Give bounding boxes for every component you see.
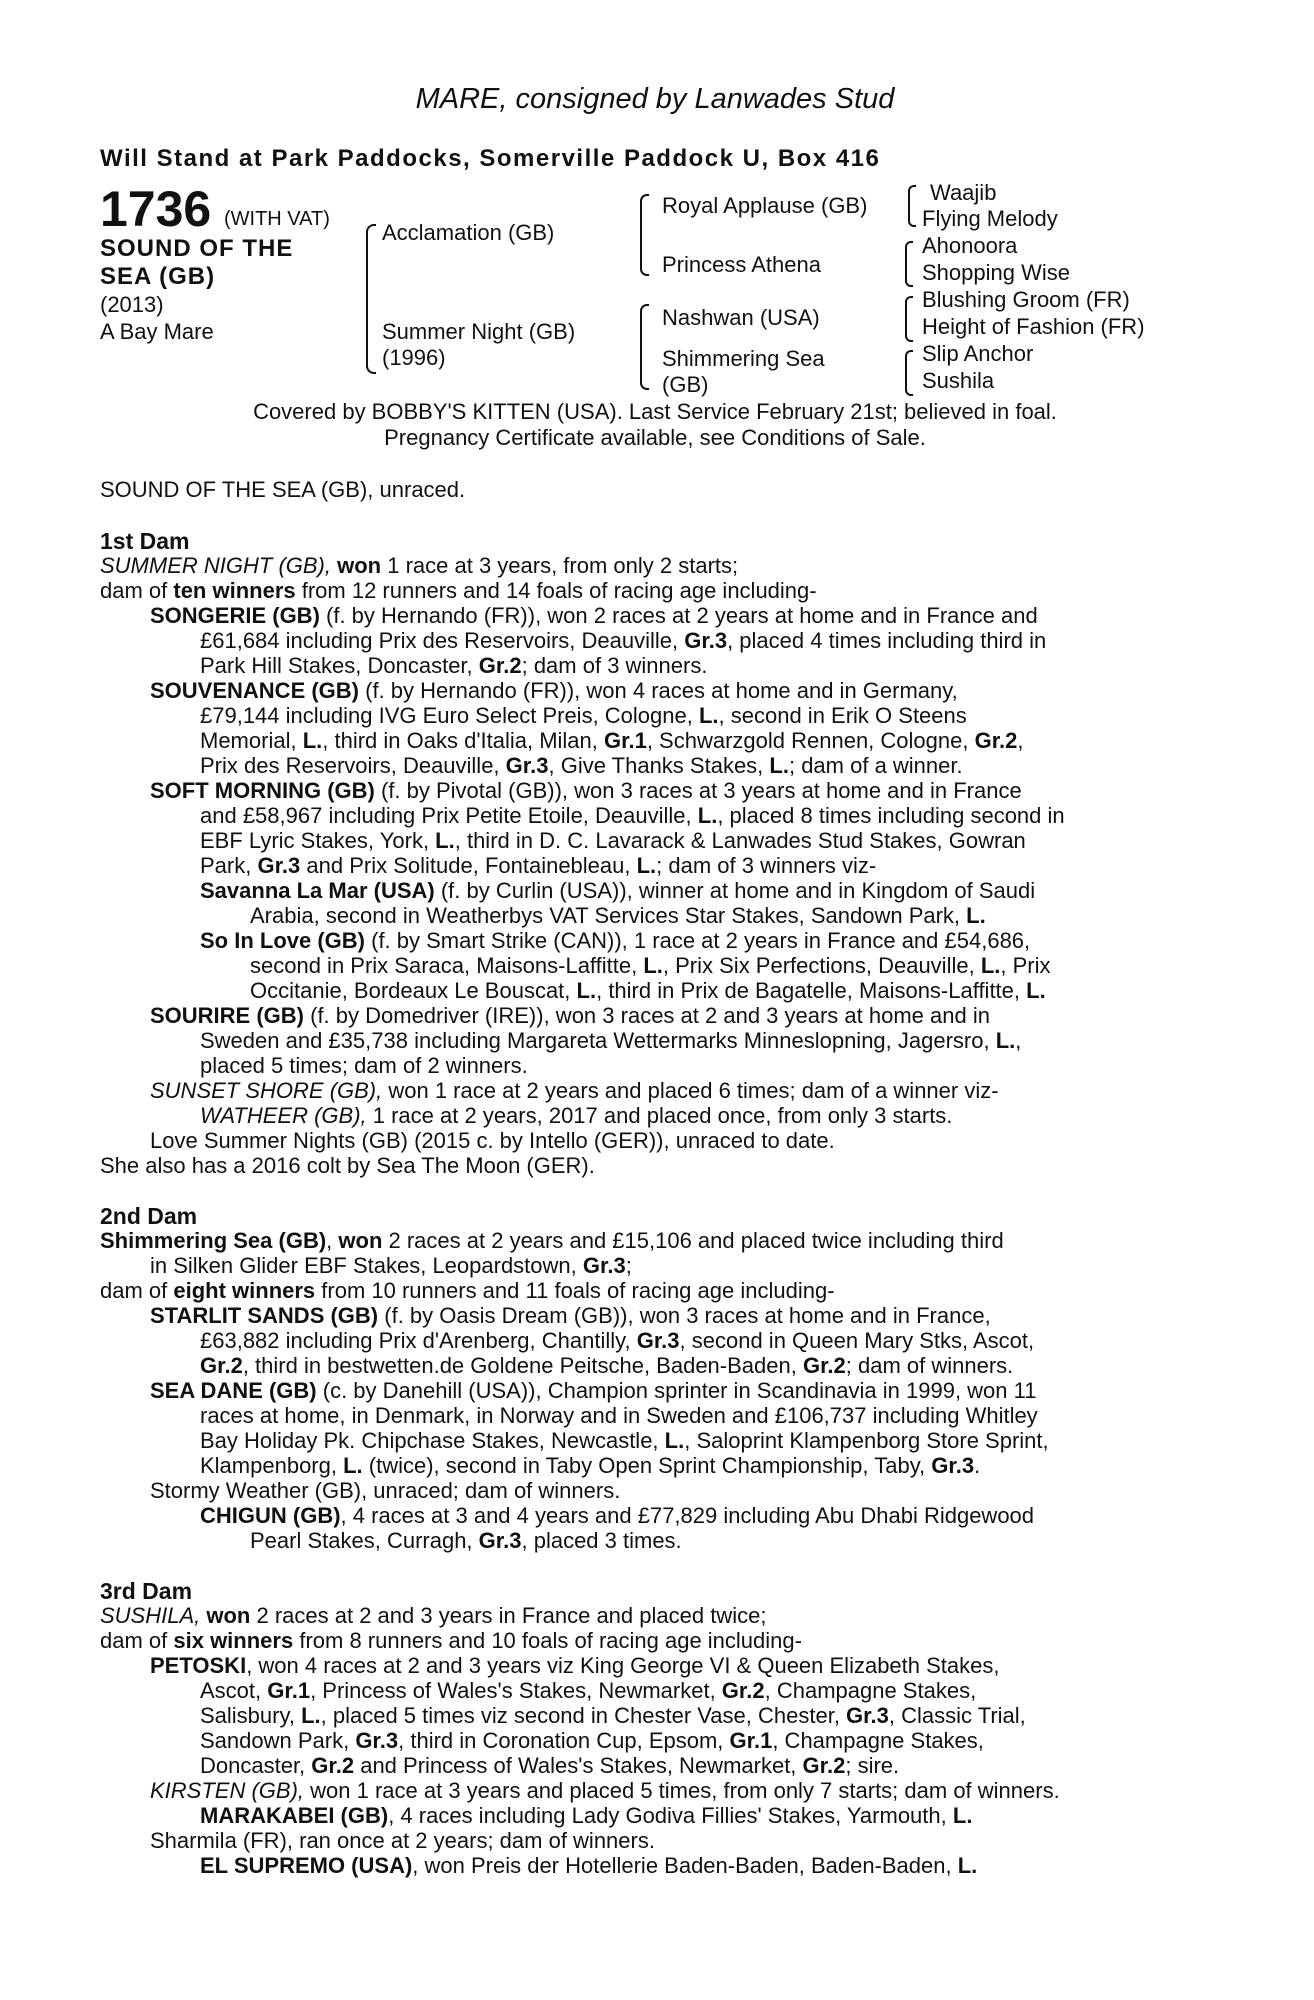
dam1-line: SOFT MORNING (GB) (f. by Pivotal (GB)), won 3 races at 3 years at home and in France (150, 778, 1022, 803)
first-dam-heading: 1st Dam (100, 528, 190, 554)
dam3-line: Ascot, Gr.1, Princess of Wales's Stakes, Newmarket, Gr.2, Champagne Stakes, (200, 1678, 977, 1703)
pedigree-dam-dam: Shimmering Sea (662, 346, 825, 371)
dam3-line: Sharmila (FR), ran once at 2 years; dam of winners. (150, 1828, 655, 1853)
dam1-line: £79,144 including IVG Euro Select Preis, Cologne, L., second in Erik O Steens (200, 703, 967, 728)
dam1-line: SUNSET SHORE (GB), won 1 race at 2 years and placed 6 times; dam of a winner viz- (150, 1078, 999, 1103)
pedigree-brace-dam (640, 304, 649, 390)
dam2-line: SEA DANE (GB) (c. by Danehill (USA)), Champion sprinter in Scandinavia in 1999, won 11 (150, 1378, 1037, 1403)
pedigree-brace-sire (640, 194, 649, 276)
pedigree-dam-dam-suffix: (GB) (662, 372, 709, 397)
third-dam-heading: 3rd Dam (100, 1578, 193, 1604)
pedigree-dam-year: (1996) (382, 345, 446, 370)
dam1-line: Occitanie, Bordeaux Le Bouscat, L., third in Prix de Bagatelle, Maisons-Laffitte, L. (250, 978, 1046, 1003)
dam2-line: in Silken Glider EBF Stakes, Leopardstown, Gr.3; (150, 1253, 632, 1278)
dam1-line: placed 5 times; dam of 2 winners. (200, 1053, 528, 1078)
pedigree-g3-3: Ahonoora (922, 233, 1018, 258)
pedigree-brace-main (366, 224, 376, 374)
dam2-line: Stormy Weather (GB), unraced; dam of winners. (150, 1478, 621, 1503)
dam3-line: dam of six winners from 8 runners and 10 foals of racing age including- (100, 1628, 802, 1653)
dam1-line: dam of ten winners from 12 runners and 14 foals of racing age including- (100, 578, 817, 603)
pregnancy-note: Pregnancy Certificate available, see Conditions of Sale. (384, 425, 926, 450)
dam2-line: dam of eight winners from 10 runners and 11 foals of racing age including- (100, 1278, 835, 1303)
second-dam-heading: 2nd Dam (100, 1203, 198, 1229)
dam1-line: Arabia, second in Weatherbys VAT Services Star Stakes, Sandown Park, L. (250, 903, 986, 928)
dam1-line: Sweden and £35,738 including Margareta Wettermarks Minneslopning, Jagersro, L., (200, 1028, 1022, 1053)
pedigree-dam-sire: Nashwan (USA) (662, 305, 820, 330)
dam1-line: She also has a 2016 colt by Sea The Moon (GER). (100, 1153, 595, 1178)
dam1-line: Park, Gr.3 and Prix Solitude, Fontainebleau, L.; dam of 3 winners viz- (200, 853, 877, 878)
dam1-line: SOURIRE (GB) (f. by Domedriver (IRE)), won 3 races at 2 and 3 years at home and in (150, 1003, 990, 1028)
pedigree-brace-sd (905, 241, 913, 287)
dam1-line: WATHEER (GB), 1 race at 2 years, 2017 and placed once, from only 3 starts. (200, 1103, 953, 1128)
dam1-line: Love Summer Nights (GB) (2015 c. by Intello (GER)), unraced to date. (150, 1128, 835, 1153)
pedigree-g3-2: Flying Melody (922, 206, 1058, 231)
dam2-line: £63,882 including Prix d'Arenberg, Chantilly, Gr.3, second in Queen Mary Stks, Ascot, (200, 1328, 1035, 1353)
dam1-line: £61,684 including Prix des Reservoirs, Deauville, Gr.3, placed 4 times including third in (200, 628, 1047, 653)
pedigree-g3-1: Waajib (930, 180, 997, 205)
pedigree-brace-ds (905, 296, 913, 342)
dam1-line: EBF Lyric Stakes, York, L., third in D. C. Lavarack & Lanwades Stud Stakes, Gowran (200, 828, 1026, 853)
dam1-line: Savanna La Mar (USA) (f. by Curlin (USA)), winner at home and in Kingdom of Saudi (200, 878, 1036, 903)
dam1-line: So In Love (GB) (f. by Smart Strike (CAN)), 1 race at 2 years in France and £54,686, (200, 928, 1031, 953)
pedigree-g3-7: Slip Anchor (922, 341, 1034, 366)
dam2-line: CHIGUN (GB), 4 races at 3 and 4 years and £77,829 including Abu Dhabi Ridgewood (200, 1503, 1035, 1528)
dam1-line: Park Hill Stakes, Doncaster, Gr.2; dam of 3 winners. (200, 653, 708, 678)
pedigree-dam: Summer Night (GB) (382, 319, 576, 344)
intro-text: SOUND OF THE SEA (GB), unraced. (100, 477, 466, 502)
dam3-line: Sandown Park, Gr.3, third in Coronation Cup, Epsom, Gr.1, Champagne Stakes, (200, 1728, 984, 1753)
dam1-line: second in Prix Saraca, Maisons-Laffitte, L., Prix Six Perfections, Deauville, L., Prix (250, 953, 1051, 978)
dam3-line: Doncaster, Gr.2 and Princess of Wales's Stakes, Newmarket, Gr.2; sire. (200, 1753, 900, 1778)
dam2-line: Pearl Stakes, Curragh, Gr.3, placed 3 times. (250, 1528, 682, 1553)
dam3-line: Salisbury, L., placed 5 times viz second in Chester Vase, Chester, Gr.3, Classic Trial, (200, 1703, 1026, 1728)
dam1-line: Prix des Reservoirs, Deauville, Gr.3, Give Thanks Stakes, L.; dam of a winner. (200, 753, 963, 778)
dam3-line: KIRSTEN (GB), won 1 race at 3 years and placed 5 times, from only 7 starts; dam of winners. (150, 1778, 1060, 1803)
page-title: MARE, consigned by Lanwades Stud (415, 83, 895, 115)
dam3-line: EL SUPREMO (USA), won Preis der Hotellerie Baden-Baden, Baden-Baden, L. (200, 1853, 978, 1878)
pedigree-g3-6: Height of Fashion (FR) (922, 314, 1145, 339)
dam2-line: Gr.2, third in bestwetten.de Goldene Peitsche, Baden-Baden, Gr.2; dam of winners. (200, 1353, 1014, 1378)
dam2-line: Klampenborg, L. (twice), second in Taby Open Sprint Championship, Taby, Gr.3. (200, 1453, 981, 1478)
horse-description: A Bay Mare (100, 319, 214, 344)
dam2-line: STARLIT SANDS (GB) (f. by Oasis Dream (GB)), won 3 races at home and in France, (150, 1303, 991, 1328)
covered-note: Covered by BOBBY'S KITTEN (USA). Last Service February 21st; believed in foal. (253, 399, 1057, 424)
dam2-line: Bay Holiday Pk. Chipchase Stakes, Newcastle, L., Saloprint Klampenborg Store Sprint, (200, 1428, 1049, 1453)
dam2-line: races at home, in Denmark, in Norway and in Sweden and £106,737 including Whitley (200, 1403, 1038, 1428)
pedigree-brace-ss (908, 185, 916, 227)
pedigree-sire-dam: Princess Athena (662, 252, 821, 277)
pedigree-g3-8: Sushila (922, 368, 995, 393)
horse-year: (2013) (100, 292, 164, 317)
dam3-line: MARAKABEI (GB), 4 races including Lady Godiva Fillies' Stakes, Yarmouth, L. (200, 1803, 973, 1828)
pedigree-sire-sire: Royal Applause (GB) (662, 193, 868, 218)
horse-name-line2: SEA (GB) (100, 263, 216, 290)
horse-name-line1: SOUND OF THE (100, 235, 294, 262)
dam3-line: PETOSKI, won 4 races at 2 and 3 years viz King George VI & Queen Elizabeth Stakes, (150, 1653, 1000, 1678)
pedigree-sire: Acclamation (GB) (382, 220, 555, 245)
stand-location: Will Stand at Park Paddocks, Somerville Paddock U, Box 416 (100, 145, 881, 172)
pedigree-brace-dd (905, 350, 913, 396)
dam1-line: Memorial, L., third in Oaks d'Italia, Milan, Gr.1, Schwarzgold Rennen, Cologne, Gr.2, (200, 728, 1024, 753)
vat-note: (WITH VAT) (224, 208, 330, 230)
dam1-line: SOUVENANCE (GB) (f. by Hernando (FR)), won 4 races at home and in Germany, (150, 678, 958, 703)
dam1-line: SUMMER NIGHT (GB), won 1 race at 3 years, from only 2 starts; (100, 553, 739, 578)
lot-number: 1736 (100, 181, 212, 237)
pedigree-g3-4: Shopping Wise (922, 260, 1070, 285)
dam1-line: and £58,967 including Prix Petite Etoile, Deauville, L., placed 8 times including second in (200, 803, 1065, 828)
dam3-line: SUSHILA, won 2 races at 2 and 3 years in France and placed twice; (100, 1603, 767, 1628)
dam2-line: Shimmering Sea (GB), won 2 races at 2 years and £15,106 and placed twice including third (100, 1228, 1004, 1253)
pedigree-g3-5: Blushing Groom (FR) (922, 287, 1130, 312)
dam1-line: SONGERIE (GB) (f. by Hernando (FR)), won 2 races at 2 years at home and in France and (150, 603, 1038, 628)
